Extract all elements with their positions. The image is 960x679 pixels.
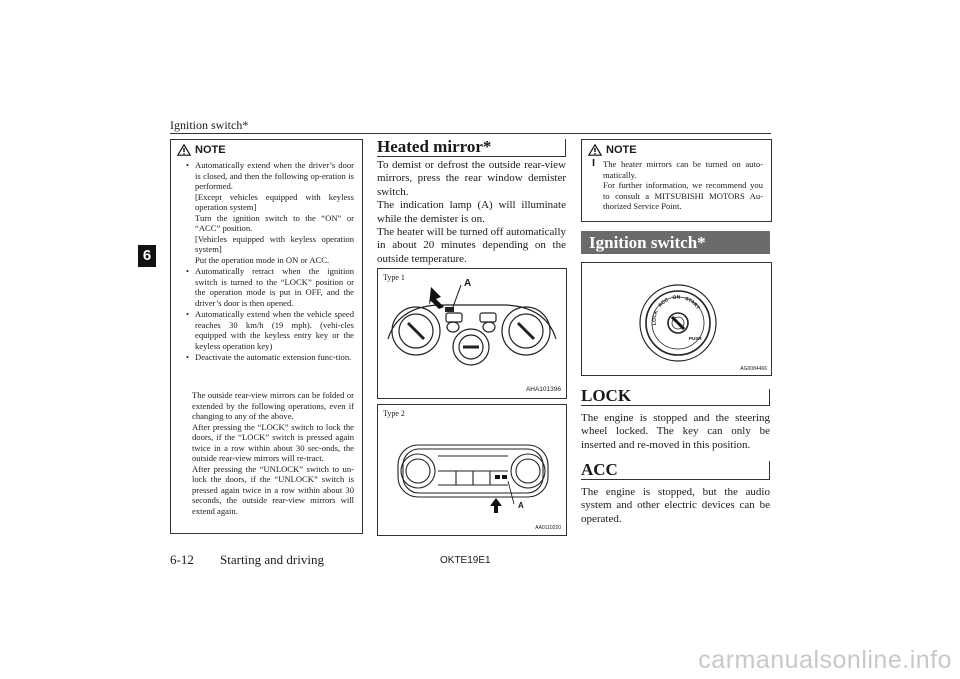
bullet-mark: • [186, 309, 190, 319]
note-paragraph: For further information, we recommend you to consult a MITSUBISHI MOTORS Au-thorized Service Point. [603, 180, 763, 211]
figure-type-label: Type 2 [383, 409, 405, 418]
figure-code: AG0084466 [740, 366, 767, 372]
note-paragraphs [603, 159, 763, 212]
list-item [186, 352, 354, 363]
push-label: PUSH [689, 336, 702, 341]
note-bullet-list [186, 160, 354, 364]
ring-label-lock: LOCK [651, 309, 660, 326]
subsection-title-lock: LOCK [581, 386, 632, 405]
note-paragraph: After pressing the “UNLOCK” switch to un-lock the doors, if the “UNLOCK” switch is pressed again twice in a row within about 30 seconds, the outside rear-view mirrors will extend again. [192, 463, 354, 516]
note-paragraph: The outside rear-view mirrors can be folded or extended by the following operations, even if changing to any of the above. [192, 390, 354, 421]
climate-panel-illustration [378, 269, 566, 398]
body-paragraph: To demist or defrost the outside rear-view mirrors, press the rear window demister switch. [377, 159, 566, 198]
section-band-ignition-switch: Ignition switch* [581, 231, 770, 254]
section-rule-tick [769, 389, 770, 406]
running-header: Ignition switch* [170, 118, 249, 132]
figure-type-label: Type 1 [383, 273, 405, 282]
body-paragraph: The indication lamp (A) will illuminate while the demister is on. [377, 199, 566, 225]
note-paragraph: After pressing the “LOCK” switch to lock the doors, if the “LOCK” switch is pressed again twice in a row within about 30 sec-onds, the outside rear-view mirrors will re-tract. [192, 421, 354, 463]
list-item [186, 160, 354, 265]
list-item-text: Automatically retract when the ignition switch is turned to the “LOCK” position or the operation mode is put in OFF, and the driver’s door is then opened. [195, 266, 354, 308]
note-paragraphs [192, 390, 354, 516]
callout-label: A [464, 278, 472, 289]
note-box-left [170, 139, 363, 534]
section-rule-tick [769, 461, 770, 480]
subsection-title-acc: ACC [581, 460, 618, 479]
body-paragraph: The heater will be turned off automatically in about 20 minutes depending on the outside temperature. [377, 226, 566, 265]
figure-type-1 [377, 268, 567, 399]
list-item [186, 309, 354, 351]
lock-description: The engine is stopped and the steering wheel locked. The key can only be inserted and re-moved in this position. [581, 412, 770, 451]
note-box-right [581, 139, 772, 222]
document-code: OKTE19E1 [440, 555, 491, 566]
figure-code: AA0110220 [535, 525, 561, 531]
list-item-text: Automatically extend when the driver’s door is closed, and then the following op-eration is performed. [195, 160, 354, 191]
note-label: NOTE [606, 144, 637, 156]
climate-panel-illustration [378, 405, 566, 535]
list-item-text: Automatically extend when the vehicle speed reaches 30 km/h (19 mph). (vehi-cles equipped with the keyless entry key or the keyless operation key) [195, 309, 354, 351]
list-subline: Turn the ignition switch to the “ON” or “ACC” position. [195, 212, 354, 233]
section-rule [581, 405, 770, 406]
ring-label-on: ON [672, 294, 681, 302]
note-header [588, 143, 637, 157]
header-rule [170, 133, 771, 134]
figure-ignition-switch [581, 262, 772, 376]
ring-label-acc: ACC [657, 297, 670, 309]
bullet-mark: • [186, 266, 190, 276]
list-subline: Put the operation mode in ON or ACC. [195, 254, 330, 265]
section-rule [581, 479, 770, 480]
figure-code: AHA101396 [525, 386, 561, 393]
chapter-tab: 6 [138, 245, 156, 267]
note-header [177, 143, 226, 157]
acc-description: The engine is stopped, but the audio system and other electric devices can be operated. [581, 486, 770, 525]
note-label: NOTE [195, 144, 226, 156]
section-title-heated-mirror: Heated mirror* [377, 137, 492, 156]
bullet-mark: • [186, 160, 190, 170]
callout-label: A [518, 501, 524, 510]
watermark: carmanualsonline.info [698, 646, 952, 674]
section-rule-tick [565, 139, 566, 157]
heated-mirror-text [377, 159, 566, 266]
note-paragraph: The heater mirrors can be turned on auto-matically. [603, 159, 763, 180]
bullet-mark: l [592, 159, 596, 169]
list-subline: [Vehicles equipped with keyless operation system] [195, 233, 354, 254]
warning-icon [177, 144, 191, 156]
bullet-mark: • [186, 352, 190, 362]
figure-type-2 [377, 404, 567, 536]
chapter-name: Starting and driving [220, 552, 324, 567]
warning-icon [588, 144, 602, 156]
list-subline: [Except vehicles equipped with keyless operation system] [195, 191, 354, 212]
section-rule [377, 156, 566, 157]
list-item [186, 266, 354, 308]
list-item-text: Deactivate the automatic extension func-tion. [195, 352, 352, 362]
ignition-switch-illustration [582, 263, 771, 375]
ring-label-start: START [683, 295, 701, 311]
page-number: 6-12 [170, 552, 194, 567]
